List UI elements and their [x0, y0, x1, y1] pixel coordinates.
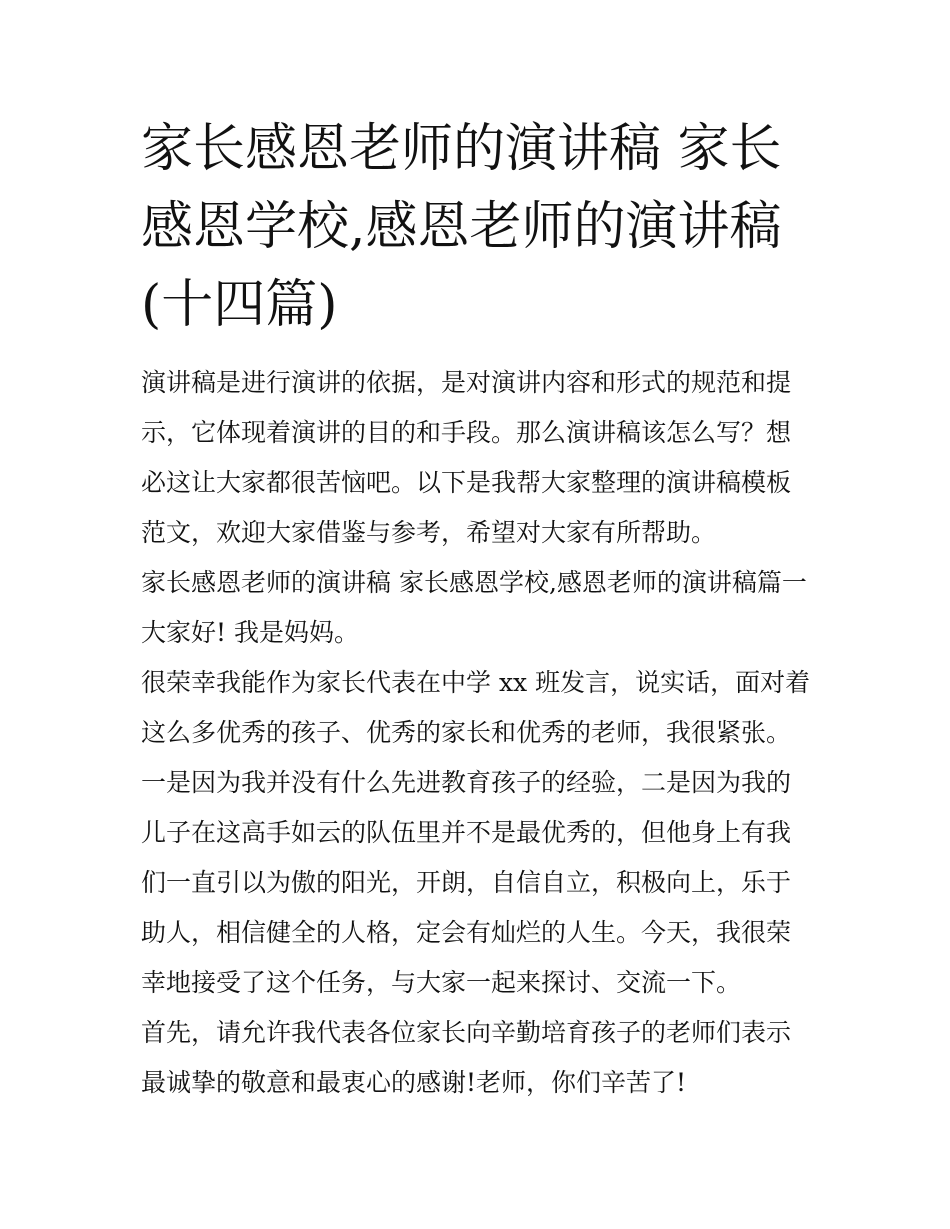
- paragraph-intro: 演讲稿是进行演讲的依据，是对演讲内容和形式的规范和提示，它体现着演讲的目的和手段。那么演讲稿该怎么写？想必这让大家都很苦恼吧。以下是我帮大家整理的演讲稿模板范文，欢迎大家借鉴与参考，希望对大家有所帮助。: [141, 368, 792, 547]
- section-heading: 家长感恩老师的演讲稿 家长感恩学校,感恩老师的演讲稿篇一: [141, 568, 807, 597]
- document-body: [141, 358, 813, 1108]
- paragraph-speech-2: 首先，请允许我代表各位家长向辛勤培育孩子的老师们表示最诚挚的敬意和最衷心的感谢!老师，你们辛苦了!: [141, 1018, 792, 1097]
- paragraph-speech-1: 很荣幸我能作为家长代表在中学 xx 班发言，说实话，面对着这么多优秀的孩子、优秀的家长和优秀的老师，我很紧张。一是因为我并没有什么先进教育孩子的经验，二是因为我的儿子在这高手如云的队伍里并不是最优秀的，但他身上有我们一直引以为傲的阳光，开朗，自信自立，积极向上，乐于助人，相信健全的人格，定会有灿烂的人生。今天，我很荣幸地接受了这个任务，与大家一起来探讨、交流一下。: [141, 668, 811, 997]
- paragraph-greeting: 大家好! 我是妈妈。: [141, 618, 359, 647]
- document-title: 家长感恩老师的演讲稿 家长感恩学校,感恩老师的演讲稿(十四篇): [141, 119, 782, 335]
